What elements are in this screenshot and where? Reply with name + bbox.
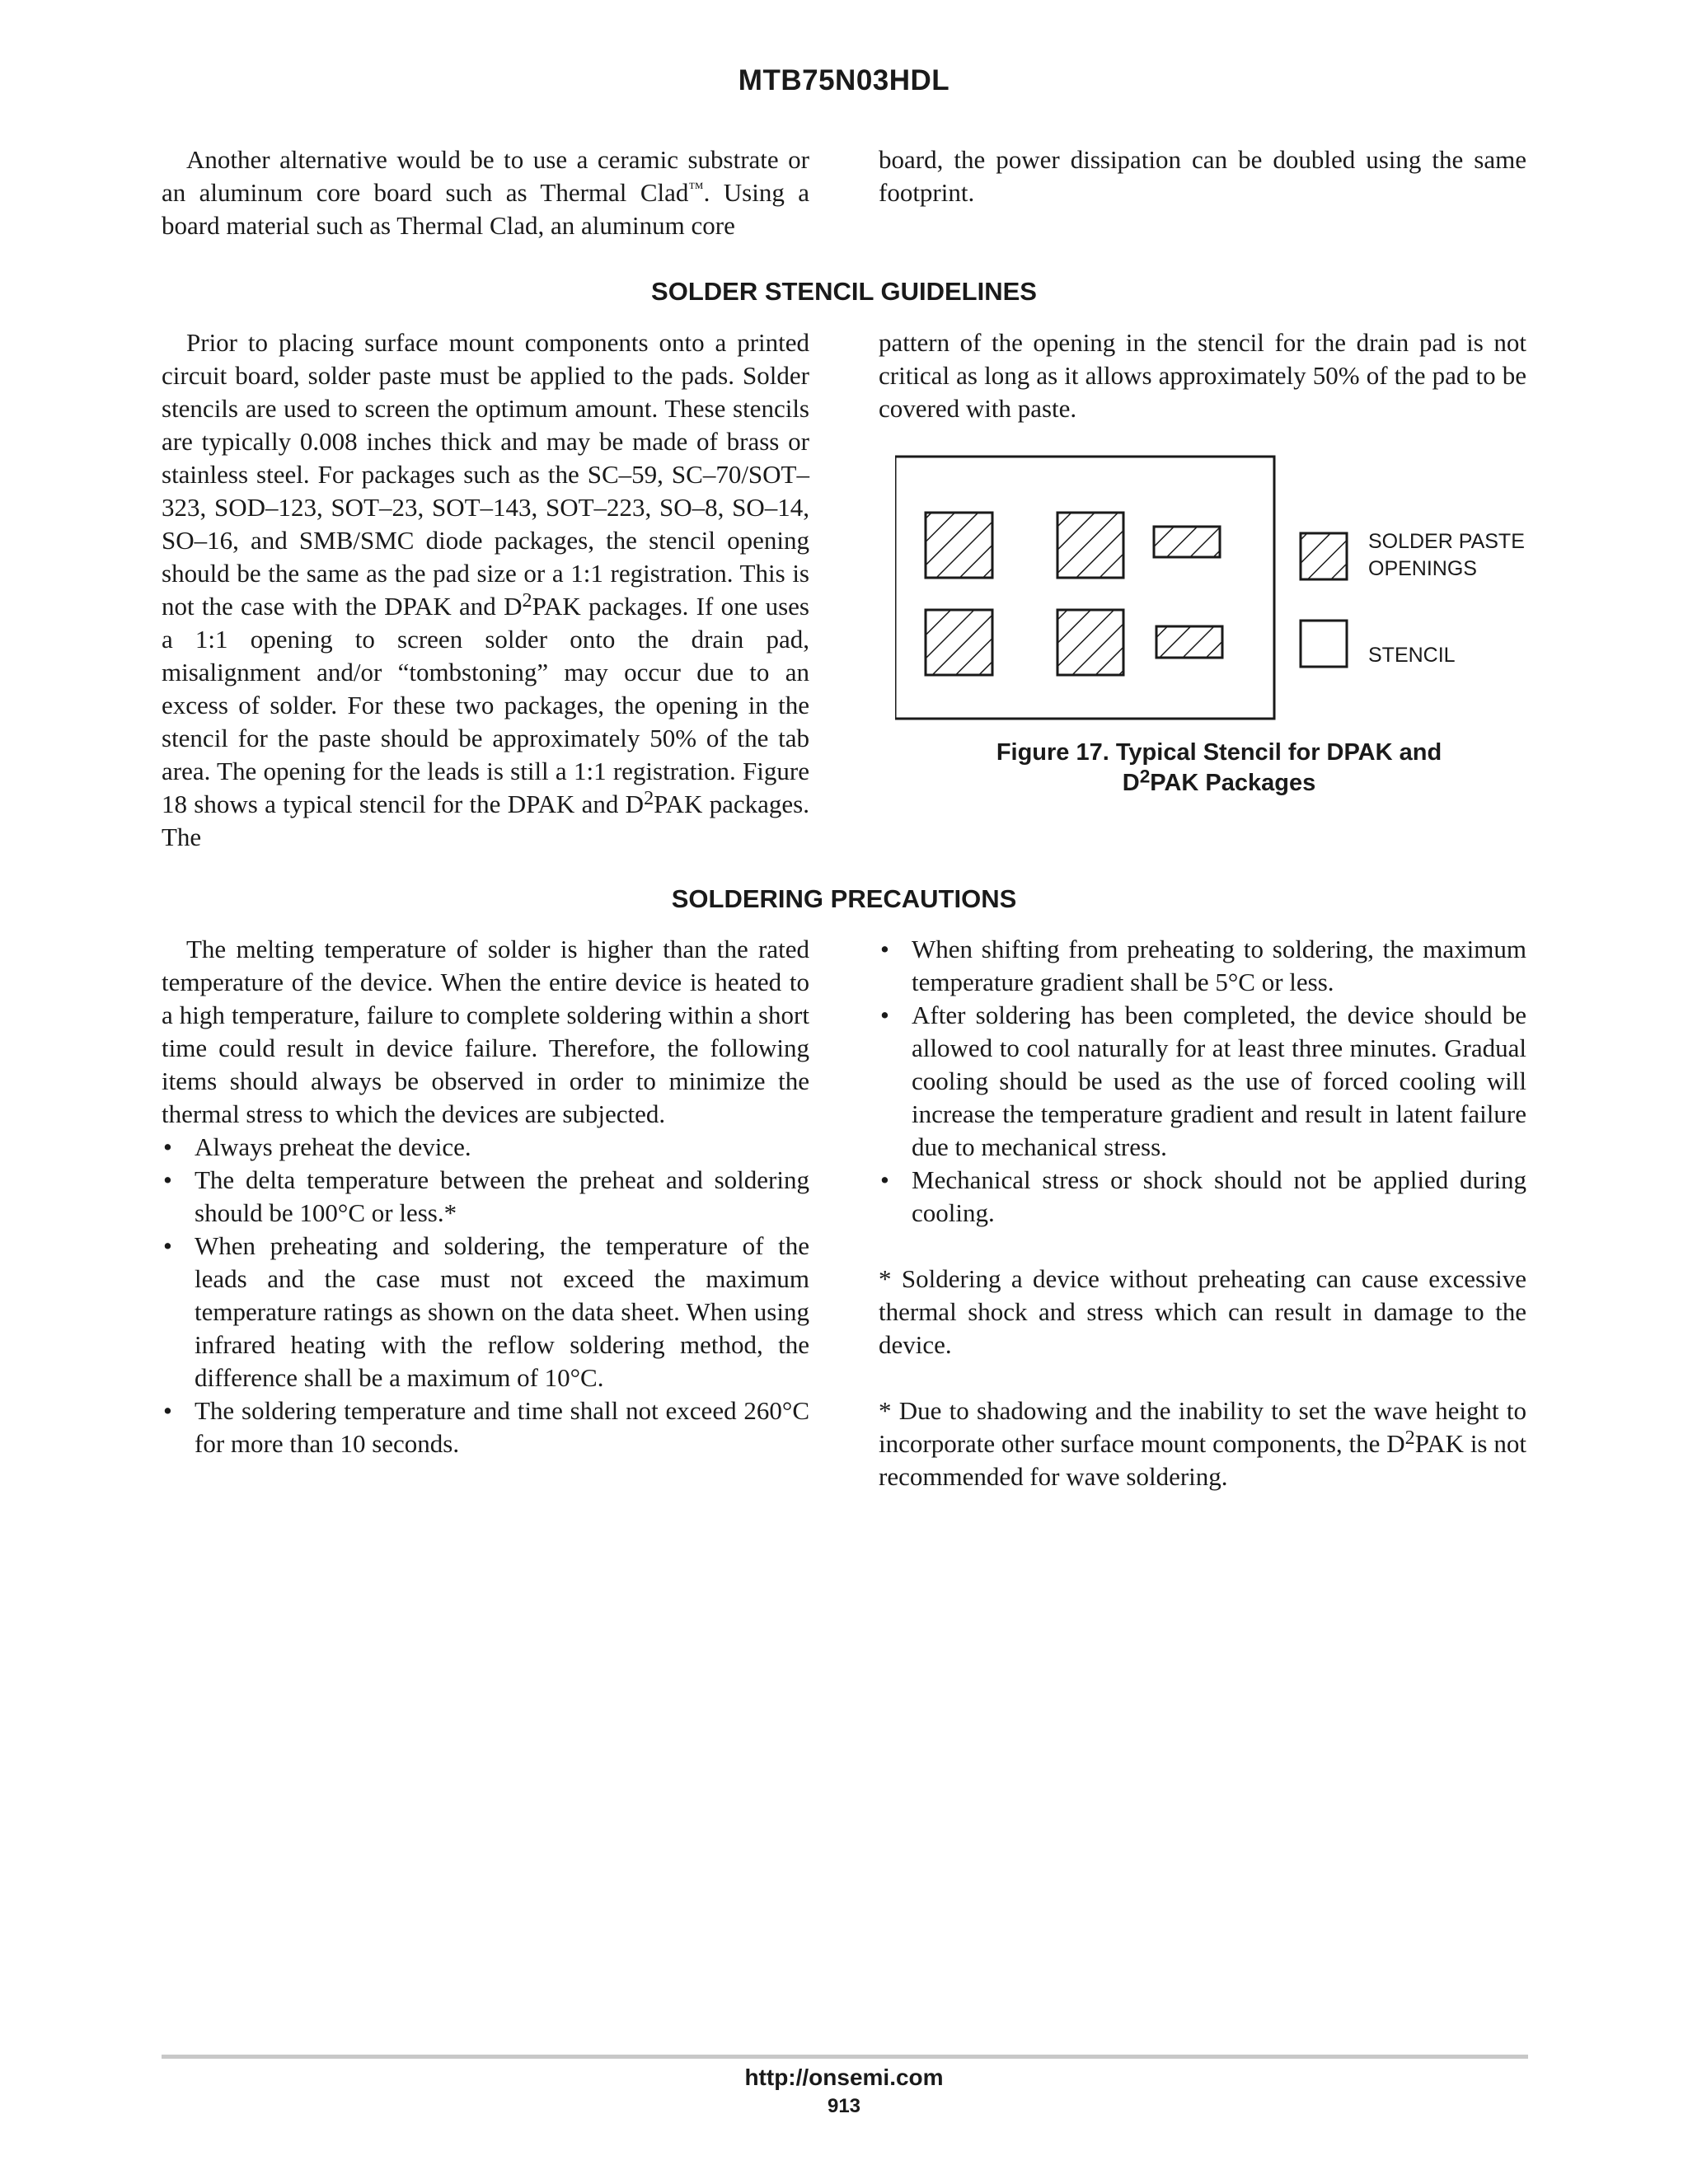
footnote-preheat: * Soldering a device without preheating can cause excessive thermal shock and stress which can result in damage to the device. <box>879 1264 1526 1359</box>
stencil-paragraph: Prior to placing surface mount components onto a printed circuit board, solder paste must be applied to the pads. Solder stencils are used to screen the optimum amount. These stencils are typically 0.008 inches thick and may be made of brass or stainless steel. For packages such as the SC–59, SC–70/SOT–323, SOD–123, SOT–23, SOT–143, SOT–223, SO–8, SO–14, SO–16, and SMB/SMC diode packages, the stencil opening should be the same as the pad size or a 1:1 registration. This is not the case with the DPAK and $D^2PAK$ packages. If one uses a 1:1 opening to screen solder onto the drain pad, misalignment and/or “tombstoning” may occur due to an excess of solder. For these two packages, the opening in the stencil for the paste should be approximately 50% of the tab area. The opening for the leads is still a 1:1 registration. Figure 18 shows a typical stencil for the DPAK and $D^2PAK$ packages. The <box>162 328 809 851</box>
footnote-wave-soldering: * Due to shadowing and the inability to set the wave height to incorporate other surface mount components, the $D^2PAK$ is not recommended for wave soldering. <box>879 1396 1526 1491</box>
legend-openings-label: SOLDER PASTE OPENINGS <box>1368 530 1525 580</box>
precautions-intro: The melting temperature of solder is higher than the rated temperature of the device. When the entire device is heated to a high temperature, failure to complete soldering within a short time could result in device failure. Therefore, the following items should always be observed in order to minimize the thermal stress to which the devices are subjected. <box>162 935 809 1128</box>
precautions-list-right <box>879 933 1526 1230</box>
intro-left-column <box>162 143 809 242</box>
stencil-right-column <box>879 326 1526 425</box>
precautions-right-column <box>879 933 1526 1493</box>
legend-stencil-swatch <box>1301 621 1347 667</box>
figure-caption: Figure 17. Typical Stencil for DPAK and $D^2PAK$ Packages <box>996 739 1442 796</box>
section-title-precautions: SOLDERING PRECAUTIONS <box>671 884 1017 913</box>
stencil-figure <box>895 455 1554 727</box>
intro-paragraph-cont: board, the power dissipation can be doubled using the same footprint. <box>879 145 1526 207</box>
paste-opening <box>1057 513 1123 578</box>
stencil-outline <box>895 457 1274 719</box>
page-number: 913 <box>827 2095 861 2117</box>
paste-opening <box>926 610 992 675</box>
list-item: • The delta temperature between the preheat and soldering should be 100°C or less.* <box>162 1164 809 1230</box>
paste-opening <box>1154 527 1220 557</box>
stencil-left-column <box>162 326 809 854</box>
legend-openings-swatch <box>1301 533 1347 579</box>
paste-opening <box>1057 610 1123 675</box>
stencil-paragraph-cont: pattern of the opening in the stencil for the drain pad is not critical as long as it allows approximately 50% of the pad to be covered with paste. <box>879 328 1526 423</box>
intro-paragraph: Another alternative would be to use a ceramic substrate or an aluminum core board such as Thermal Clad™. Using a board material such as Thermal Clad, an aluminum core <box>162 145 809 240</box>
intro-right-column <box>879 143 1526 209</box>
footer-divider <box>162 2055 1528 2059</box>
list-item: • Always preheat the device. <box>162 1131 809 1164</box>
list-item: • After soldering has been completed, the device should be allowed to cool naturally for at least three minutes. Gradual cooling should be used as the use of forced cooling will increase the temperature gradient and result in latent failure due to mechanical stress. <box>879 999 1526 1164</box>
precautions-list-left <box>162 1131 809 1460</box>
precautions-left-column <box>162 933 809 1460</box>
page-header-part-number: MTB75N03HDL <box>738 64 950 96</box>
list-item: • Mechanical stress or shock should not be applied during cooling. <box>879 1164 1526 1230</box>
list-item: • When preheating and soldering, the temperature of the leads and the case must not exceed the maximum temperature ratings as shown on the data sheet. When using infrared heating with the reflow soldering method, the difference shall be a maximum of 10°C. <box>162 1230 809 1394</box>
legend-stencil-label: STENCIL <box>1368 644 1456 667</box>
list-item: • The soldering temperature and time shall not exceed 260°C for more than 10 seconds. <box>162 1394 809 1460</box>
paste-opening <box>1156 626 1222 658</box>
footer-url[interactable]: http://onsemi.com <box>744 2064 944 2090</box>
list-item: • When shifting from preheating to soldering, the maximum temperature gradient shall be 5°C or less. <box>879 933 1526 999</box>
section-title-stencil: SOLDER STENCIL GUIDELINES <box>651 277 1037 306</box>
paste-opening <box>926 513 992 578</box>
